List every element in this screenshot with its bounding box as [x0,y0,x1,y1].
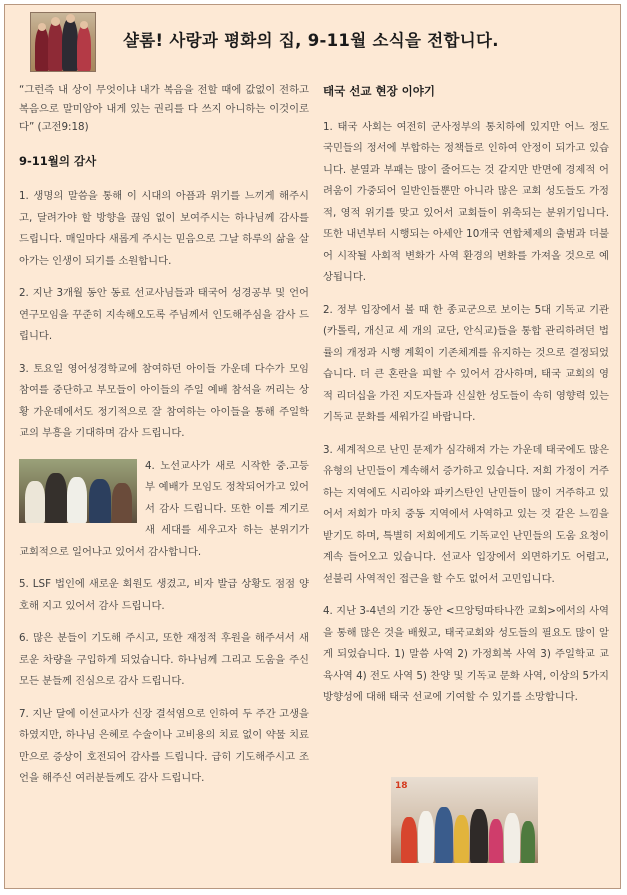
thanks-item-6: 6. 많은 분들이 기도해 주시고, 또한 재정적 후원을 해주셔서 새로운 차량을 구입하게 되었습니다. 하나님께 그리고 도움을 주신 모든 분들께 진심으로 감사 드립니다. [19,632,309,687]
header [5,5,620,75]
newsletter-page [4,4,621,889]
mission-heading: 태국 선교 현장 이야기 [323,84,435,98]
thanks-item-2: 2. 지난 3개월 동안 동료 선교사님들과 태국어 성경공부 및 언어 연구모임을 꾸준히 지속해오도록 주님께서 인도해주심을 감사 드립니다. [19,287,309,342]
thanks-item-4: 4. 노선교사가 새로 시작한 중.고등부 예배가 모임도 정착되어가고 있어서 감사 드립니다. 또한 이를 계기로 새 세대를 세우고자 하는 분위기가 교회적으로 일어나고 있어서 감사합니다. [19,459,309,558]
page-title: 샬롬! 사랑과 평화의 집, 9-11월 소식을 전합니다. [123,31,499,50]
youth-group-photo-icon [19,459,137,523]
thanks-item-5: 5. LSF 법인에 새로운 회원도 생겼고, 비자 발급 상황도 점점 양호해 지고 있어서 감사 드립니다. [19,578,309,612]
right-column [323,81,609,720]
church-children-photo-icon [391,777,538,863]
mission-item-2: 2. 정부 입장에서 볼 때 한 종교군으로 보이는 5대 기독교 기관(카톨릭, 개신교 세 개의 교단, 안식교)들을 통합 관리하려던 법률의 개정과 시행 계획이 기존체계를 유지하는 것으로 결정되었습니다. 더 큰 혼란을 피할 수 있어서 감사하며, 태국 교회의 영적 리더십을 가진 지도자들과 신실한 성도들이 속히 영향력 있는 기독교 문화를 세워가길 바랍니다. [323,303,609,423]
thanks-item-3: 3. 토요일 영어성경학교에 참여하던 아이들 가운데 다수가 모임 참여를 중단하고 부모들이 아이들의 주일 예배 참석을 꺼리는 상황 가운데에서도 정기적으로 잘 참여하는 아이들을 통해 주일학교의 부흥을 기대하며 감사 드립니다. [19,362,309,439]
mission-item-1: 1. 태국 사회는 여전히 군사정부의 통치하에 있지만 어느 정도 국민들의 정서에 부합하는 정책들로 인하여 안정이 되가고 있습니다. 분열과 부패는 많이 줄어드는 것 같지만 반면에 경제적 어려움이 가중되어 일반인들뿐만 아니라 많은 교회 성도들도 가정적, 영적 위기를 맞고 있어서 교회들이 위축되는 분위기입니다. 또한 내년부터 시행되는 아세안 10개국 연합체제의 출범과 더불어 시작될 사회적 변화가 사역 환경의 변화를 가져올 것으로 예상됩니다. [323,120,609,283]
thanks-item-4-wrapper [19,456,309,564]
mission-item-3: 3. 세계적으로 난민 문제가 심각해져 가는 가운데 태국에도 많은 유형의 난민들이 계속해서 증가하고 있습니다. 저희 가정이 거주하는 지역에도 시리아와 파키스탄인 난민들이 많이 거주하고 있어서 저희가 마치 중동 지역에서 사역하고 있는 것 같은 느낌을 받기도 하며, 특별히 저희에게도 기독교인 난민들의 도움 요청이 계속 들어오고 있습니다. 선교사 입장에서 외면하기도 어렵고, 섣불리 사역적인 접근을 할 수도 없어서 고민입니다. [323,443,609,585]
thanks-heading: 9-11월의 감사 [19,153,97,168]
mission-item-4: 4. 지난 3-4년의 기간 동안 <므앙텅따타나깐 교회>에서의 사역을 통해 많은 것을 배웠고, 태국교회와 성도들의 필요도 많이 알게 되었습니다. 1) 말씀 사역 2) 가정회복 사역 3) 주일학교 교육사역 4) 전도 사역 5) 찬양 및 기독교 문화 사역, 이상의 5가지 방향성에 대해 태국 선교에 기여할 수 있기를 소망합니다. [323,605,609,703]
church-sign-number: 18 [395,781,408,791]
thanks-item-7: 7. 지난 달에 이선교사가 신장 결석염으로 인하여 두 주간 고생을 하였지만, 하나님 은혜로 수술이나 고비용의 치료 없이 약물 치료만으로 증상이 호전되어 감사를 드립니다. 급히 기도해주시고 조언을 해주신 여러분들께도 감사 드립니다. [19,707,309,784]
left-column [19,81,309,801]
scripture-quote: “그런즉 내 상이 무엇이냐 내가 복음을 전할 때에 값없이 전하고 복음으로 말미암아 내게 있는 권리를 다 쓰지 아니하는 이것이로다” (고전9:18) [19,84,309,133]
thanks-item-1: 1. 생명의 말씀을 통해 이 시대의 아픔과 위기를 느끼게 해주시고, 달려가야 할 방향을 끊임 없이 보여주시는 하나님께 감사를 드립니다. 매일마다 새롭게 주시는 믿음으로 그날 하루의 삶을 살아가는 인생이 되기를 소원합니다. [19,190,309,267]
family-photo-icon [30,12,96,72]
